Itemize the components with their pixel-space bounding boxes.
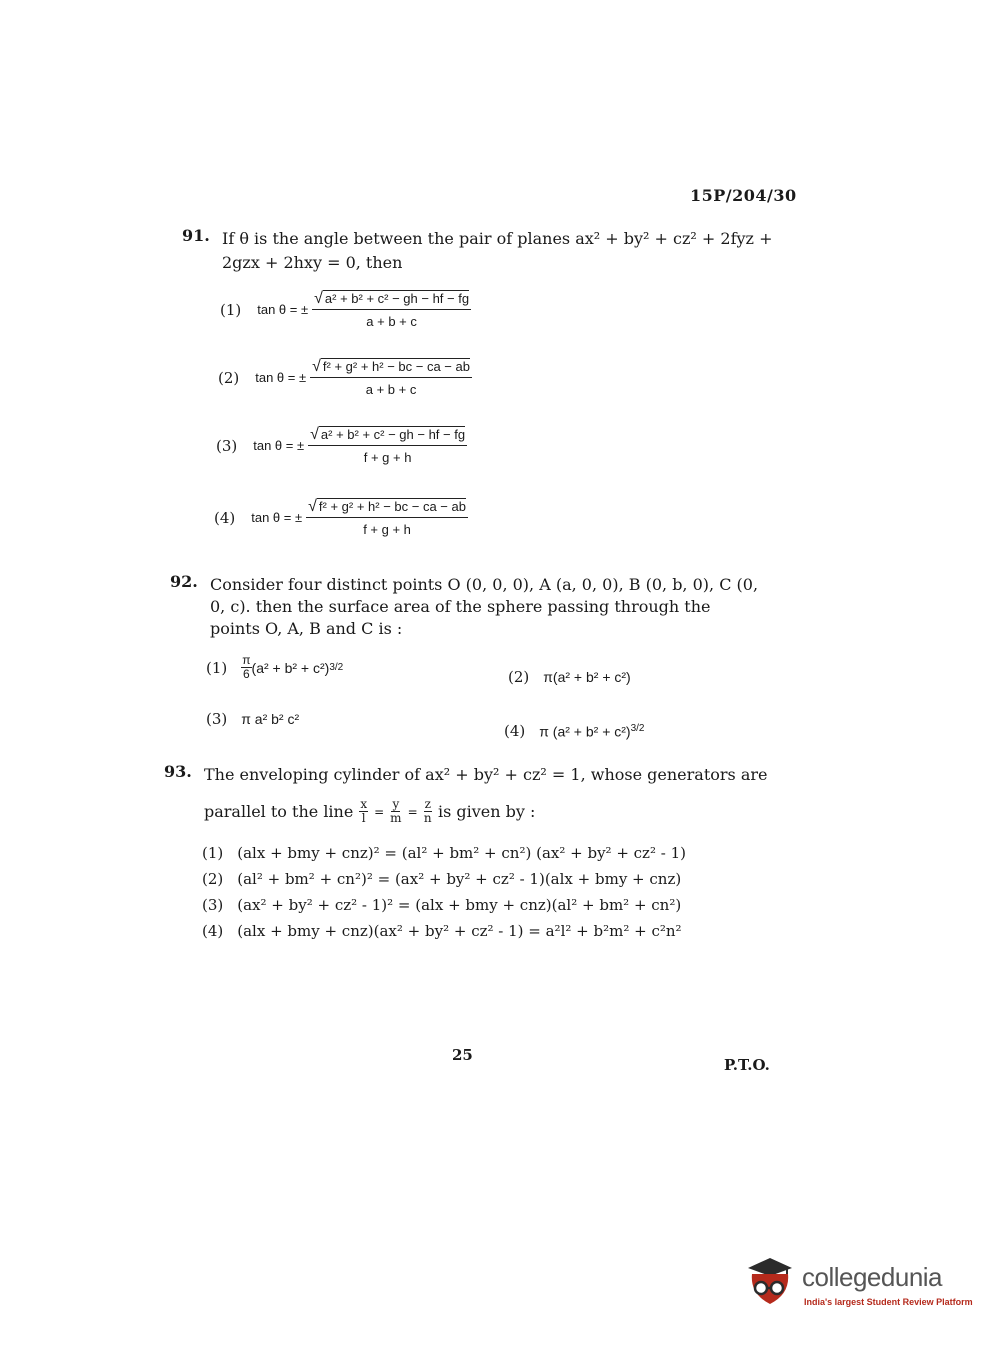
line-fraction-x: $\frac{x}{l}$ — [360, 797, 368, 825]
option-label: (1) — [202, 844, 224, 862]
option-lhs: tan θ = ± — [257, 302, 309, 317]
option-expression: $\frac{\pi}{6}$ (a² + b² + c²) 3/2 — [242, 653, 344, 681]
brand-tagline: India's largest Student Review Platform — [804, 1297, 973, 1307]
q93-text-post: is given by : — [437, 801, 536, 821]
option-label: (2) — [202, 870, 224, 888]
option-label: (2) — [218, 368, 240, 387]
question-91-text-line1: If θ is the angle between the pair of planes ax² + by² + cz² + 2fyz + — [222, 229, 773, 248]
option-expression: (alx + bmy + cnz)² = (al² + bm² + cn²) (ax² + by² + cz² - 1) — [237, 844, 686, 862]
line-fraction-z: $\frac{z}{n}$ — [423, 797, 432, 825]
option-label: (4) — [202, 922, 224, 940]
paper-code: 15P/204/30 — [690, 186, 797, 205]
option-denominator: f + g + h — [363, 522, 411, 537]
option-denominator: a + b + c — [365, 382, 417, 397]
q91-option-3 — [216, 426, 467, 465]
option-fraction: $\frac{\text{√ a² + b² + c² − gh − hf − fg}}{a + b + c}$ — [314, 290, 470, 329]
q93-option-4 — [202, 920, 682, 942]
option-radicand: a² + b² + c² − gh − hf − fg — [320, 427, 466, 442]
option-lhs: tan θ = ± — [253, 438, 305, 453]
option-denominator: a + b + c — [366, 314, 417, 329]
brand-name: collegedunia — [802, 1262, 943, 1292]
option-radicand: f² + g² + h² − bc − ca − ab — [318, 499, 466, 514]
q92-option-4 — [504, 722, 645, 740]
option-radicand: f² + g² + h² − bc − ca − ab — [322, 359, 470, 374]
question-93-text-line2: parallel to the line $\frac{x}{l}$ = $\frac{y}{m}$ = $\frac{z}{n}$ is given by : — [204, 797, 536, 825]
question-93-text-line1: The enveloping cylinder of ax² + by² + cz² = 1, whose generators are — [204, 765, 768, 784]
option-label: (3) — [206, 710, 228, 728]
option-fraction: $\frac{\text{√ f² + g² + h² − bc − ca − ab}}{a + b + c}$ — [312, 358, 470, 397]
option-fraction: $\frac{\text{√ a² + b² + c² − gh − hf − fg}}{f + g + h}$ — [310, 426, 466, 465]
q93-option-3 — [202, 894, 681, 916]
line-fraction-y: $\frac{y}{m}$ — [390, 797, 402, 825]
q92-option-3 — [206, 710, 299, 728]
option-expression: (ax² + by² + cz² - 1)² = (alx + bmy + cnz)(al² + bm² + cn²) — [237, 896, 682, 914]
option-lhs: tan θ = ± — [251, 510, 303, 525]
q93-option-2 — [202, 868, 681, 890]
question-91-number: 91. — [182, 226, 210, 245]
question-92-text-line2: 0, c). then the surface area of the sphere passing through the — [210, 597, 711, 616]
q93-option-1 — [202, 842, 686, 864]
q91-option-1 — [220, 290, 471, 329]
option-fraction: $\frac{\text{√ f² + g² + h² − bc − ca − ab}}{f + g + h}$ — [308, 498, 466, 537]
option-expression: π(a² + b² + c²) — [543, 669, 631, 685]
question-93-number: 93. — [164, 762, 192, 781]
question-92-text-line3: points O, A, B and C is : — [210, 619, 403, 638]
option-label: (2) — [508, 668, 530, 686]
q91-option-4 — [214, 498, 468, 537]
q92-option-2 — [508, 668, 631, 686]
option-expression: π a² b² c² — [241, 711, 300, 727]
question-92-text-line1: Consider four distinct points O (0, 0, 0), A (a, 0, 0), B (0, b, 0), C (0, — [210, 575, 759, 594]
question-91-text-line2: 2gzx + 2hxy = 0, then — [222, 253, 403, 272]
option-label: (1) — [206, 658, 228, 677]
option-expression: π $(a^2 + b^2 + c^2)^{3/2}$ — [539, 722, 645, 740]
page-number: 25 — [452, 1046, 473, 1064]
q92-option-1 — [206, 654, 343, 681]
option-expression: (alx + bmy + cnz)(ax² + by² + cz² - 1) = a²l² + b²m² + c²n² — [237, 922, 682, 940]
question-92-number: 92. — [170, 572, 198, 591]
option-label: (4) — [504, 722, 526, 740]
q91-option-2 — [218, 358, 472, 397]
pto-label: P.T.O. — [724, 1056, 770, 1074]
option-label: (3) — [202, 896, 224, 914]
option-label: (4) — [214, 508, 236, 527]
option-radicand: a² + b² + c² − gh − hf − fg — [324, 291, 470, 306]
option-denominator: f + g + h — [363, 450, 412, 465]
option-label: (1) — [220, 300, 242, 319]
option-expression: (al² + bm² + cn²)² = (ax² + by² + cz² - 1)(alx + bmy + cnz) — [237, 870, 682, 888]
collegedunia-mascot-icon — [742, 1254, 800, 1312]
q93-text-pre: parallel to the line — [204, 801, 354, 821]
option-lhs: tan θ = ± — [255, 370, 307, 385]
option-label: (3) — [216, 436, 238, 455]
